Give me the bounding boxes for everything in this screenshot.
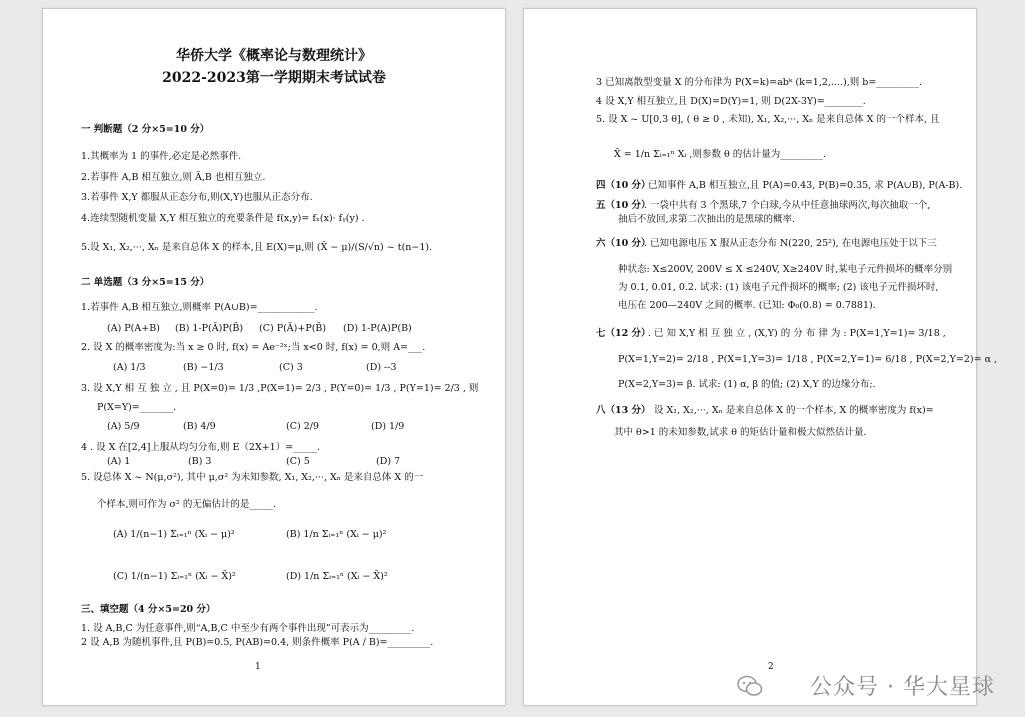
problem-4-heading: 四（10 分）	[596, 180, 651, 191]
sc-q2-option-c: (C) 3	[279, 362, 303, 373]
sc-question-5: 5. 设总体 X ~ N(μ,σ²), 其中 μ,σ² 为未知参数, X₁, X₂,···, Xₙ 是来自总体 X 的一	[81, 472, 424, 483]
sc-q5-option-c: (C) 1/(n−1) Σᵢ₌₁ⁿ (Xᵢ − X̄)²	[113, 571, 236, 582]
tf-item-3: 3.若事件 X,Y 都服从正态分布,则(X,Y)也服从正态分布.	[81, 192, 313, 203]
tf-item-1: 1.其概率为 1 的事件,必定是必然事件.	[81, 151, 242, 162]
section-true-false-heading: 一 判断题（2 分×5=10 分）	[81, 124, 210, 135]
sc-q3-option-a: (A) 5/9	[107, 421, 140, 432]
sc-q3-option-d: (D) 1/9	[371, 421, 405, 432]
sc-question-1: 1.若事件 A,B 相互独立,则概率 P(A∪B)=____________.	[81, 302, 318, 313]
exam-title-line1: 华侨大学《概率论与数理统计》	[176, 48, 372, 64]
fill-question-2: 2 设 A,B 为随机事件,且 P(B)=0.5, P(AB)=0.4, 则条件概率 P(A / B)=_________.	[81, 637, 434, 648]
sc-q1-option-a: (A) P(A+B)	[107, 323, 160, 334]
problem-6-text-line3: 为 0.1, 0.01, 0.2. 试求: (1) 该电子元件损坏的概率; (2) 该电子元件损坏时,	[618, 282, 939, 293]
fill-question-5: 5. 设 X ~ U[0,3 θ], ( θ ≥ 0 , 未知), X₁, X₂,···, Xₙ 是来自总体 X 的一个样本, 且	[596, 114, 940, 125]
problem-8-text-line2: 其中 θ>1 的未知参数,试求 θ 的矩估计量和极大似然估计量.	[614, 427, 867, 438]
sc-q4-option-d: (D) 7	[376, 456, 401, 467]
exam-page-2	[523, 8, 998, 706]
problem-6-text: . 已知电源电压 X 服从正态分布 N(220, 25²), 在电源电压处于以下三	[644, 238, 937, 249]
problem-7-text-line2: P(X=1,Y=2)= 2/18 , P(X=1,Y=3)= 1/18 , P(X=2,Y=1)= 6/18 , P(X=2,Y=2)= α ,	[618, 354, 998, 365]
sc-q1-option-c: (C) P(Ā)+P(B̄)	[259, 323, 327, 334]
section-fill-blank-heading: 三、填空题（4 分×5=20 分）	[81, 604, 216, 615]
tf-item-2: 2.若事件 A,B 相互独立,则 Ā,B 也相互独立.	[81, 172, 266, 183]
problem-5-text-line2: 抽后不放回,求第二次抽出的是黑球的概率.	[618, 214, 796, 225]
problem-7-text: . 已 知 X,Y 相 互 独 立 , (X,Y) 的 分 布 律 为 : P(X=1,Y=1)= 3/18 ,	[648, 328, 946, 339]
sc-q2-option-d: (D) --3	[366, 362, 397, 373]
problem-8-heading: 八（13 分）	[596, 405, 651, 416]
sc-q1-option-b: (B) 1-P(Ā)P(B̄)	[175, 323, 244, 334]
problem-8-text: 设 X₁, X₂,···, Xₙ 是来自总体 X 的一个样本, X 的概率密度为 f(x)=	[654, 405, 934, 416]
exam-title-line2: 2022-2023第一学期期末考试试卷	[162, 70, 386, 86]
sc-question-3: 3. 设 X,Y 相 互 独 立 , 且 P(X=0)= 1/3 ,P(X=1)= 2/3 , P(Y=0)= 1/3 , P(Y=1)= 2/3 , 则	[81, 383, 479, 394]
sc-q2-option-a: (A) 1/3	[113, 362, 146, 373]
problem-7-text-line3: P(X=2,Y=3)= β. 试求: (1) α, β 的值; (2) X,Y 的边缘分布;.	[618, 379, 876, 390]
fill-question-5-continued: X̄ = 1/n Σᵢ₌₁ⁿ Xᵢ ,则参数 θ 的估计量为_________.	[614, 149, 826, 160]
sc-q3-option-b: (B) 4/9	[183, 421, 216, 432]
sc-q3-answer-line: P(X=Y)=_______.	[97, 402, 177, 413]
sc-q5-continued: 个样本,则可作为 σ² 的无偏估计的是_____.	[97, 499, 277, 510]
sc-question-2: 2. 设 X 的概率密度为:当 x ≥ 0 时, f(x) = Ae⁻²ˣ;当 x<0 时, f(x) = 0,则 A=___.	[81, 342, 426, 353]
fill-question-1: 1. 设 A,B,C 为任意事件,则“A,B,C 中至少有两个事件出现”可表示为_________.	[81, 623, 415, 634]
problem-4-text: 已知事件 A,B 相互独立,且 P(A)=0.43, P(B)=0.35, 求 P(A∪B), P(A-B).	[648, 180, 963, 191]
problem-6-heading: 六（10 分）	[596, 238, 651, 249]
sc-q4-option-b: (B) 3	[188, 456, 212, 467]
page-number: 2	[768, 662, 774, 672]
sc-q5-option-a: (A) 1/(n−1) Σᵢ₌₁ⁿ (Xᵢ − μ)²	[113, 529, 235, 540]
sc-q3-option-c: (C) 2/9	[286, 421, 319, 432]
watermark-text: 公众号 · 华大星球	[810, 675, 995, 700]
problem-6-text-line4: 电压在 200—240V 之间的概率. (已知: Φ₀(0.8) = 0.7881).	[618, 300, 876, 311]
tf-item-5: 5.设 X₁, X₂,···, Xₙ 是来自总体 X 的样本,且 E(X)=μ,则 (X̄ − μ)/(S/√n) ~ t(n−1).	[81, 242, 433, 253]
sc-q4-option-c: (C) 5	[286, 456, 310, 467]
wechat-icon	[737, 675, 763, 697]
sc-q5-option-b: (B) 1/n Σᵢ₌₁ⁿ (Xᵢ − μ)²	[286, 529, 387, 540]
problem-7-heading: 七（12 分）	[596, 328, 651, 339]
exam-page-1	[42, 8, 506, 706]
sc-q5-option-d: (D) 1/n Σᵢ₌₁ⁿ (Xᵢ − X̄)²	[286, 571, 388, 582]
sc-q2-option-b: (B) −1/3	[183, 362, 224, 373]
sc-question-4: 4 . 设 X 在[2,4]上服从均匀分布,则 E（2X+1）=_____.	[81, 442, 320, 453]
tf-item-4: 4.连续型随机变量 X,Y 相互独立的充要条件是 f(x,y)= fₓ(x)· fᵧ(y) .	[81, 213, 365, 224]
fill-question-3: 3 已知离散型变量 X 的分布律为 P(X=k)=abᵏ (k=1,2,....),则 b=_________.	[596, 77, 923, 88]
section-single-choice-heading: 二 单选题（3 分×5=15 分）	[81, 277, 210, 288]
fill-question-4: 4 设 X,Y 相互独立,且 D(X)=D(Y)=1, 则 D(2X-3Y)=________.	[596, 96, 866, 107]
sc-q4-option-a: (A) 1	[107, 456, 131, 467]
sc-q1-option-d: (D) 1-P(A)P(B)	[343, 323, 412, 334]
problem-6-text-line2: 种状态: X≤200V, 200V ≤ X ≤240V, X≥240V 时,某电子元件损坏的概率分别	[618, 264, 953, 275]
page-number: 1	[255, 662, 261, 672]
problem-5-heading: 五（10 分）	[596, 200, 651, 211]
problem-5-text: . 一袋中共有 3 个黑球,7 个白球,今从中任意抽球两次,每次抽取一个,	[644, 200, 931, 211]
